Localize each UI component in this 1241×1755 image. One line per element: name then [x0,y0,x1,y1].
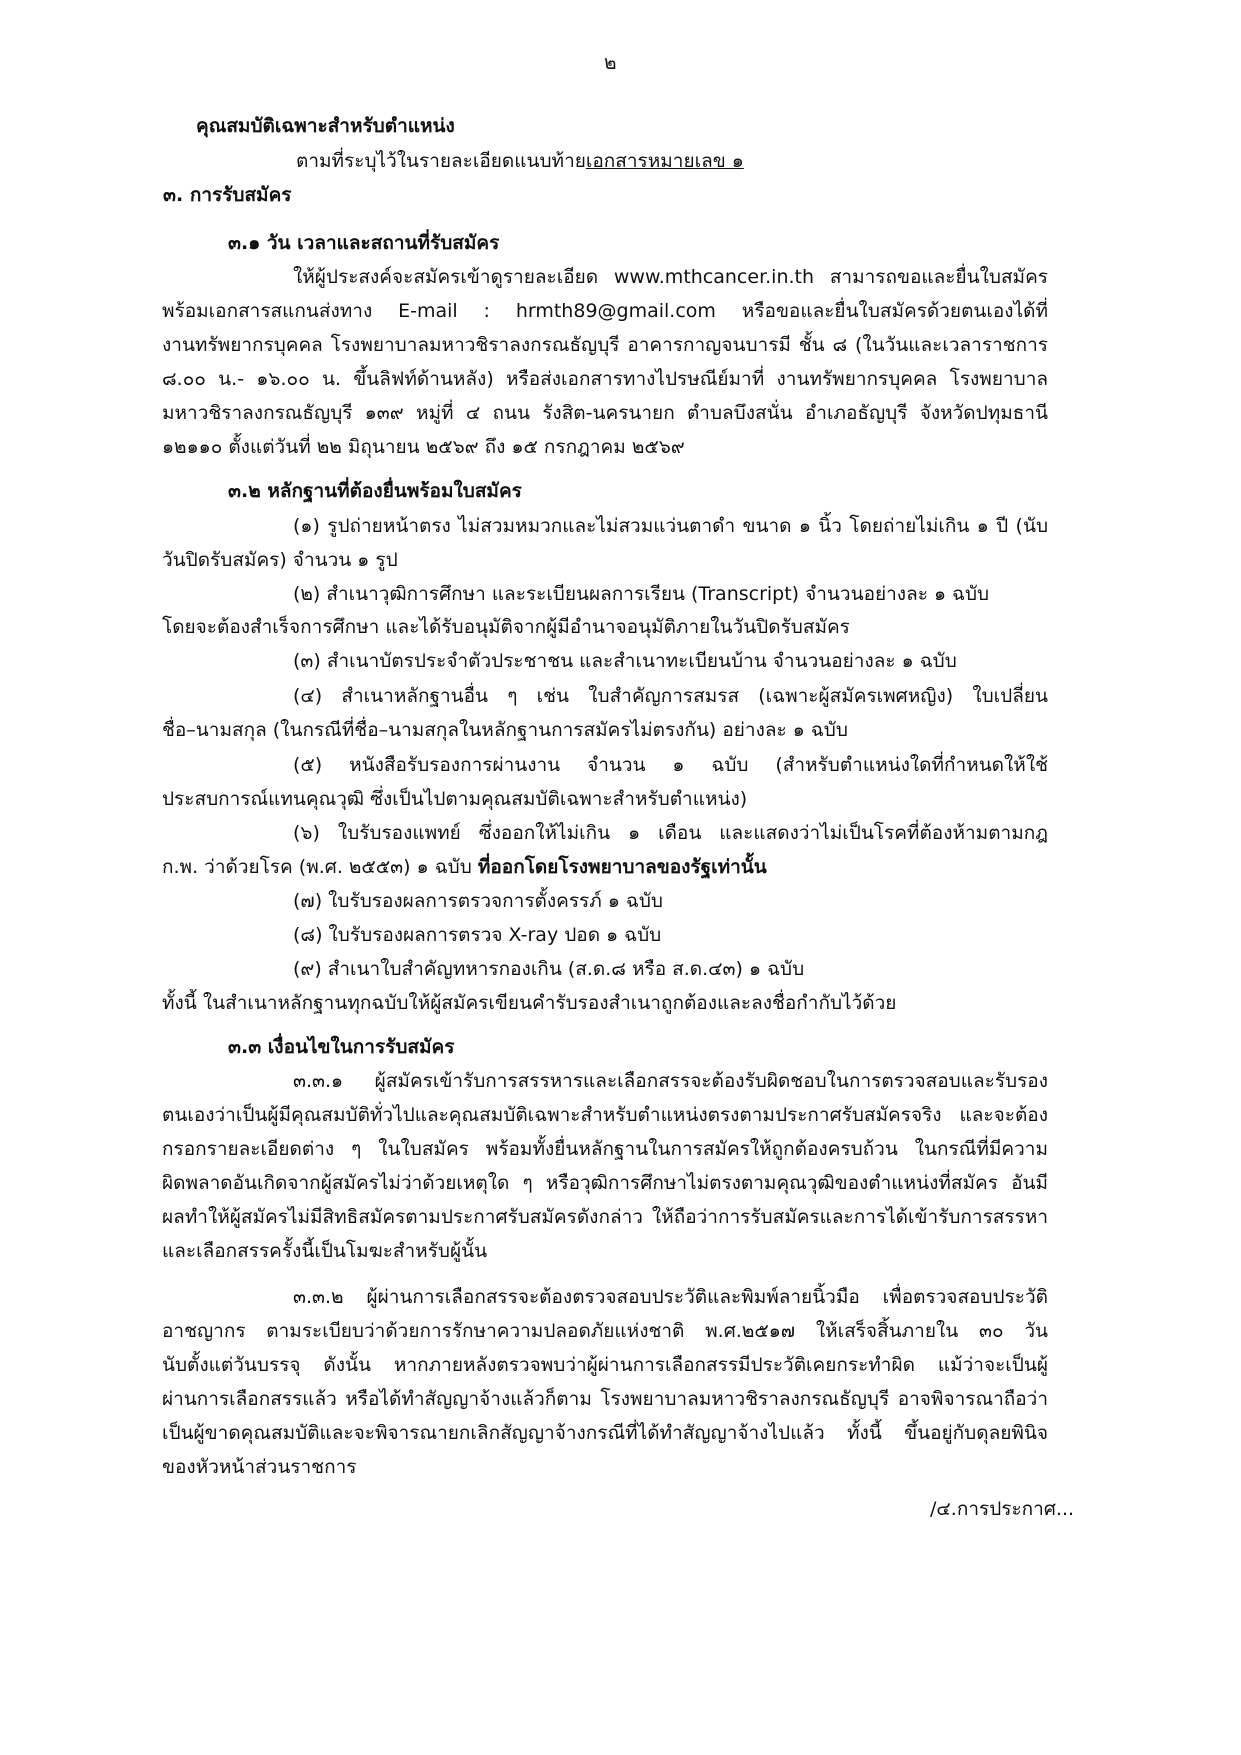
section-3-1-line: มหาวชิราลงกรณธัญบุรี ๑๓๙ หมู่ที่ ๔ ถนน รังสิต-นครนายก ตำบลบึงสนั่น อำเภอธัญบุรี จังหวัดปทุมธานี [162,402,1048,424]
section-3-2-item: ประสบการณ์แทนคุณวุฒิ ซึ่งเป็นไปตามคุณสมบัติเฉพาะสำหรับตำแหน่ง) [162,788,748,810]
section-3-3-1-line: ผิดพลาดอันเกิดจากผู้สมัครไม่ว่าด้วยเหตุใด ๆ หรือวุฒิการศึกษาไม่ตรงตามคุณวุฒิของตำแหน่งที่สมัคร อันมี [162,1172,1048,1194]
section-3-heading: ๓. การรับสมัคร [163,184,292,206]
page-number: ๒ [604,52,617,74]
section-3-3-2-line: เป็นผู้ขาดคุณสมบัติและจะพิจารณายกเลิกสัญญาจ้างกรณีที่ได้ทำสัญญาจ้างไปแล้ว ทั้งนี้ ขึ้นอยู่กับดุลยพินิจ [162,1422,1048,1444]
section-3-3-1-line: ตนเองว่าเป็นผู้มีคุณสมบัติทั่วไปและคุณสมบัติเฉพาะสำหรับตำแหน่งตรงตามประกาศรับสมัครจริง และจะต้อง [162,1104,1048,1126]
section-3-3-2-line: ๓.๓.๒ ผู้ผ่านการเลือกสรรจะต้องตรวจสอบประวัติและพิมพ์ลายนิ้วมือ เพื่อตรวจสอบประวัติ [293,1286,1048,1308]
section-3-2-item: (๖) ใบรับรองแพทย์ ซึ่งออกให้ไม่เกิน ๑ เดือน และแสดงว่าไม่เป็นโรคที่ต้องห้ามตามกฎ [293,822,1048,844]
section-3-2-item: โดยจะต้องสำเร็จการศึกษา และได้รับอนุมัติจากผู้มีอำนาจอนุมัติภายในวันปิดรับสมัคร [162,616,850,638]
document-reference-link: เอกสารหมายเลข ๑ [585,150,744,172]
section-3-2-item: (๔) สำเนาหลักฐานอื่น ๆ เช่น ใบสำคัญการสมรส (เฉพาะผู้สมัครเพศหญิง) ใบเปลี่ยน [293,685,1048,707]
section-3-3-2-line: ของหัวหน้าส่วนราชการ [162,1456,357,1478]
section-3-3-2-line: อาชญากร ตามระเบียบว่าด้วยการรักษาความปลอดภัยแห่งชาติ พ.ศ.๒๕๑๗ ให้เสร็จสิ้นภายใน ๓๐ วัน [162,1320,1048,1342]
government-hospital-note: ที่ออกโดยโรงพยาบาลของรัฐเท่านั้น [477,856,767,878]
section-3-2-item: (๙) สำเนาใบสำคัญทหารกองเกิน (ส.ด.๘ หรือ ส.ด.๔๓) ๑ ฉบับ [293,958,805,980]
section-3-2-item: (๘) ใบรับรองผลการตรวจ X-ray ปอด ๑ ฉบับ [293,924,662,946]
qualifications-heading: คุณสมบัติเฉพาะสำหรับตำแหน่ง [196,115,455,137]
section-3-2-item: ชื่อ–นามสกุล (ในกรณีที่ชื่อ–นามสกุลในหลักฐานการสมัครไม่ตรงกัน) อย่างละ ๑ ฉบับ [162,719,848,741]
section-3-3-1-line: ๓.๓.๑ ผู้สมัครเข้ารับการสรรหารและเลือกสรรจะต้องรับผิดชอบในการตรวจสอบและรับรอง [293,1070,1048,1092]
section-3-1-line: งานทรัพยากรบุคคล โรงพยาบาลมหาวชิราลงกรณธัญบุรี อาคารกาญจนบารมี ชั้น ๘ (ในวันและเวลาราชการ [162,334,1048,356]
section-3-2-item: (๑) รูปถ่ายหน้าตรง ไม่สวมหมวกและไม่สวมแว่นตาดำ ขนาด ๑ นิ้ว โดยถ่ายไม่เกิน ๑ ปี (นับ [293,515,1048,537]
section-3-2-item: วันปิดรับสมัคร) จำนวน ๑ รูป [162,549,398,571]
medical-cert-text: ก.พ. ว่าด้วยโรค (พ.ศ. ๒๕๕๓) ๑ ฉบับ [162,856,472,878]
section-3-3-1-line: ผลทำให้ผู้สมัครไม่มีสิทธิสมัครตามประกาศรับสมัครดังกล่าว ให้ถือว่าการรับสมัครและการได้เข้ารับการสรรหา [162,1206,1048,1228]
qualifications-line [296,146,744,176]
section-3-3-2-line: นับตั้งแต่วันบรรจุ ดังนั้น หากภายหลังตรวจพบว่าผู้ผ่านการเลือกสรรมีประวัติเคยกระทำผิด แม้ว่าจะเป็นผู้ [162,1354,1048,1376]
section-3-1-line: ๑๒๑๑๐ ตั้งแต่วันที่ ๒๒ มิถุนายน ๒๕๖๙ ถึง ๑๕ กรกฎาคม ๒๕๖๙ [162,436,685,458]
section-3-3-2-line: ผ่านการเลือกสรรแล้ว หรือได้ทำสัญญาจ้างแล้วก็ตาม โรงพยาบาลมหาวชิราลงกรณธัญบุรี อาจพิจารณาถือว่า [162,1388,1048,1410]
continuation-note: /๔.การประกาศ... [930,1498,1075,1520]
section-3-2-item [162,852,767,882]
section-3-2-item: (๕) หนังสือรับรองการผ่านงาน จำนวน ๑ ฉบับ (สำหรับตำแหน่งใดที่กำหนดให้ใช้ [293,754,1048,776]
section-3-1-line: ๘.๐๐ น.- ๑๖.๐๐ น. ขึ้นลิฟท์ด้านหลัง) หรือส่งเอกสารทางไปรษณีย์มาที่ งานทรัพยากรบุคคล โรงพยาบาล [162,368,1048,390]
section-3-2-note: ทั้งนี้ ในสำเนาหลักฐานทุกฉบับให้ผู้สมัครเขียนคำรับรองสำเนาถูกต้องและลงชื่อกำกับไว้ด้วย [162,992,897,1014]
section-3-2-item: (๓) สำเนาบัตรประจำตัวประชาชน และสำเนาทะเบียนบ้าน จำนวนอย่างละ ๑ ฉบับ [293,650,957,672]
section-3-3-1-line: และเลือกสรรครั้งนี้เป็นโมฆะสำหรับผู้นั้น [162,1240,488,1262]
qualifications-line-prefix: ตามที่ระบุไว้ในรายละเอียดแนบท้าย [296,150,586,172]
section-3-2-item: (๒) สำเนาวุฒิการศึกษา และระเบียนผลการเรียน (Transcript) จำนวนอย่างละ ๑ ฉบับ [293,583,990,605]
section-3-1-line: พร้อมเอกสารสแกนส่งทาง E-mail : hrmth89@gmail.com หรือขอและยื่นใบสมัครด้วยตนเองได้ที่ [162,300,1048,322]
section-3-3-heading: ๓.๓ เงื่อนไขในการรับสมัคร [228,1036,455,1058]
section-3-1-line: ให้ผู้ประสงค์จะสมัครเข้าดูรายละเอียด www.mthcancer.in.th สามารถขอและยื่นใบสมัคร [293,266,1048,288]
section-3-1-heading: ๓.๑ วัน เวลาและสถานที่รับสมัคร [228,232,500,254]
section-3-2-item: (๗) ใบรับรองผลการตรวจการตั้งครรภ์ ๑ ฉบับ [293,890,663,912]
section-3-2-heading: ๓.๒ หลักฐานที่ต้องยื่นพร้อมใบสมัคร [228,480,522,502]
section-3-3-1-line: กรอกรายละเอียดต่าง ๆ ในใบสมัคร พร้อมทั้งยื่นหลักฐานในการสมัครให้ถูกต้องครบถ้วน ในกรณีที่มีความ [162,1138,1048,1160]
